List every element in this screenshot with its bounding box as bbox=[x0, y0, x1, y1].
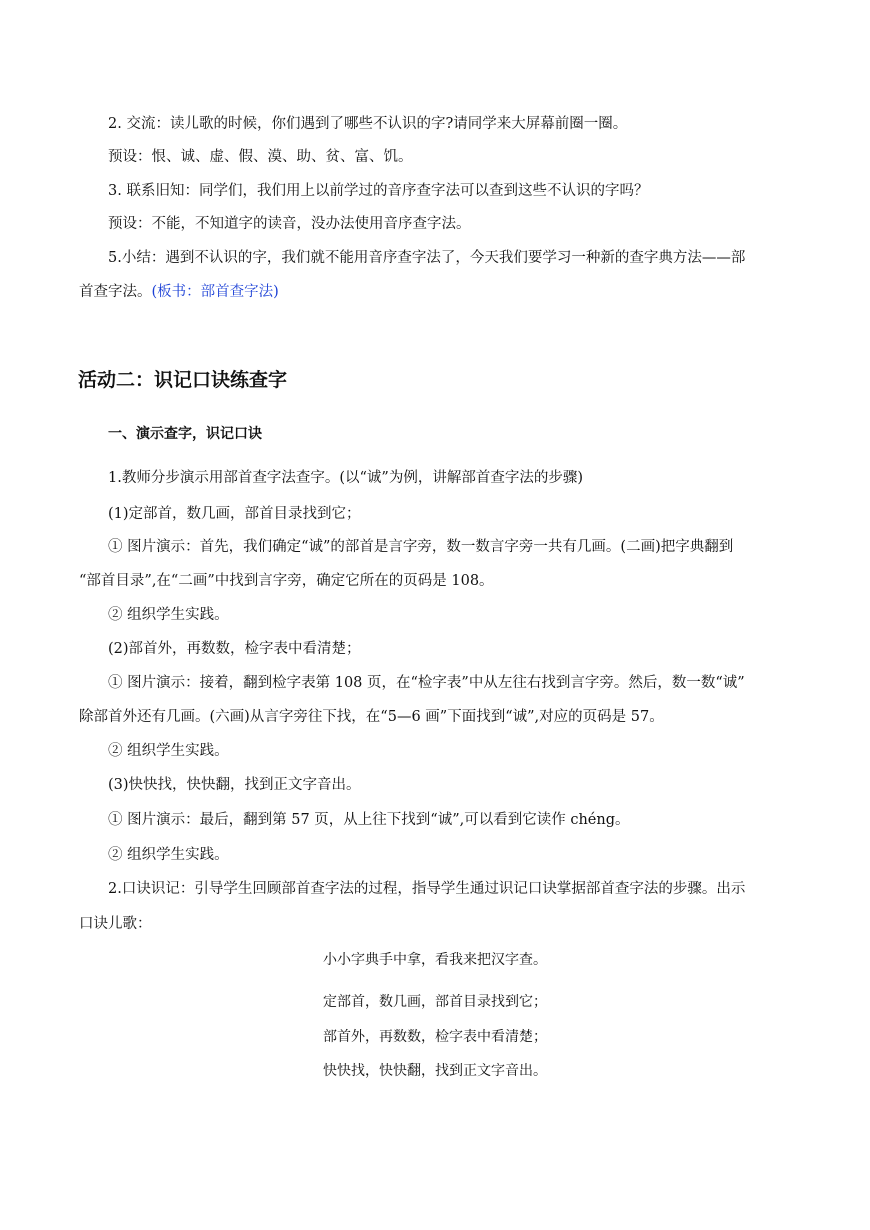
paragraph-recall: 3. 联系旧知：同学们，我们用上以前学过的音序查字法可以查到这些不认识的字吗？ bbox=[108, 183, 649, 199]
activity-title: 活动二：识记口诀练查字 bbox=[78, 369, 288, 391]
song-line-2: 定部首，数几画，部首目录找到它； bbox=[323, 994, 547, 1010]
step-2-demo-line1: ① 图片演示：接着，翻到检字表第 108 页，在“检字表”中从左往右找到言字旁。然后，数一数“诚” bbox=[108, 675, 745, 691]
paragraph-summary-line1: 5.小结：遇到不认识的字，我们就不能用音序查字法了，今天我们要学习一种新的查字典方法——部 bbox=[108, 250, 746, 266]
section-heading: 一、演示查字，识记口诀 bbox=[108, 426, 262, 442]
mnemonic-intro-line2: 口诀儿歌： bbox=[79, 916, 152, 932]
paragraph-summary-line2 bbox=[79, 282, 279, 302]
blackboard-note: (板书：部首查字法) bbox=[151, 284, 279, 300]
step-1-title: (1)定部首，数几画，部首目录找到它； bbox=[108, 506, 361, 522]
paragraph-preset-answer: 预设：不能，不知道字的读音，没办法使用音序查字法。 bbox=[108, 216, 471, 232]
song-line-1: 小小字典手中拿，看我来把汉字查。 bbox=[323, 952, 547, 968]
step-3-practice: ② 组织学生实践。 bbox=[108, 847, 229, 863]
step-3-demo: ① 图片演示：最后，翻到第 57 页，从上往下找到“诚”,可以看到它读作 chéng。 bbox=[108, 812, 630, 828]
step-1-demo-line2: “部首目录”,在“二画”中找到言字旁，确定它所在的页码是 108。 bbox=[79, 573, 494, 589]
step-1-demo-line1: ① 图片演示：首先，我们确定“诚”的部首是言字旁，数一数言字旁一共有几画。(二画)把字典翻到 bbox=[108, 539, 734, 555]
step-2-title: (2)部首外，再数数，检字表中看清楚； bbox=[108, 641, 361, 657]
paragraph-exchange: 2. 交流：读儿歌的时候，你们遇到了哪些不认识的字?请同学来大屏幕前圈一圈。 bbox=[108, 116, 628, 132]
step-2-practice: ② 组织学生实践。 bbox=[108, 743, 229, 759]
step-1-practice: ② 组织学生实践。 bbox=[108, 607, 229, 623]
song-line-4: 快快找，快快翻，找到正文字音出。 bbox=[323, 1063, 547, 1079]
step-2-demo-line2: 除部首外还有几画。(六画)从言字旁往下找，在“5—6 画”下面找到“诚”,对应的页码是 57。 bbox=[79, 709, 664, 725]
paragraph-teacher-demo: 1.教师分步演示用部首查字法查字。(以“诚”为例，讲解部首查字法的步骤) bbox=[108, 470, 583, 486]
step-3-title: (3)快快找，快快翻，找到正文字音出。 bbox=[108, 777, 361, 793]
mnemonic-intro-line1: 2.口诀识记：引导学生回顾部首查字法的过程，指导学生通过识记口诀掌据部首查字法的步骤。出示 bbox=[108, 881, 746, 897]
paragraph-preset-chars: 预设：恨、诚、虚、假、漠、助、贫、富、饥。 bbox=[108, 149, 413, 165]
song-line-3: 部首外，再数数，检字表中看清楚； bbox=[323, 1029, 547, 1045]
summary-text: 首查字法。 bbox=[79, 284, 152, 300]
